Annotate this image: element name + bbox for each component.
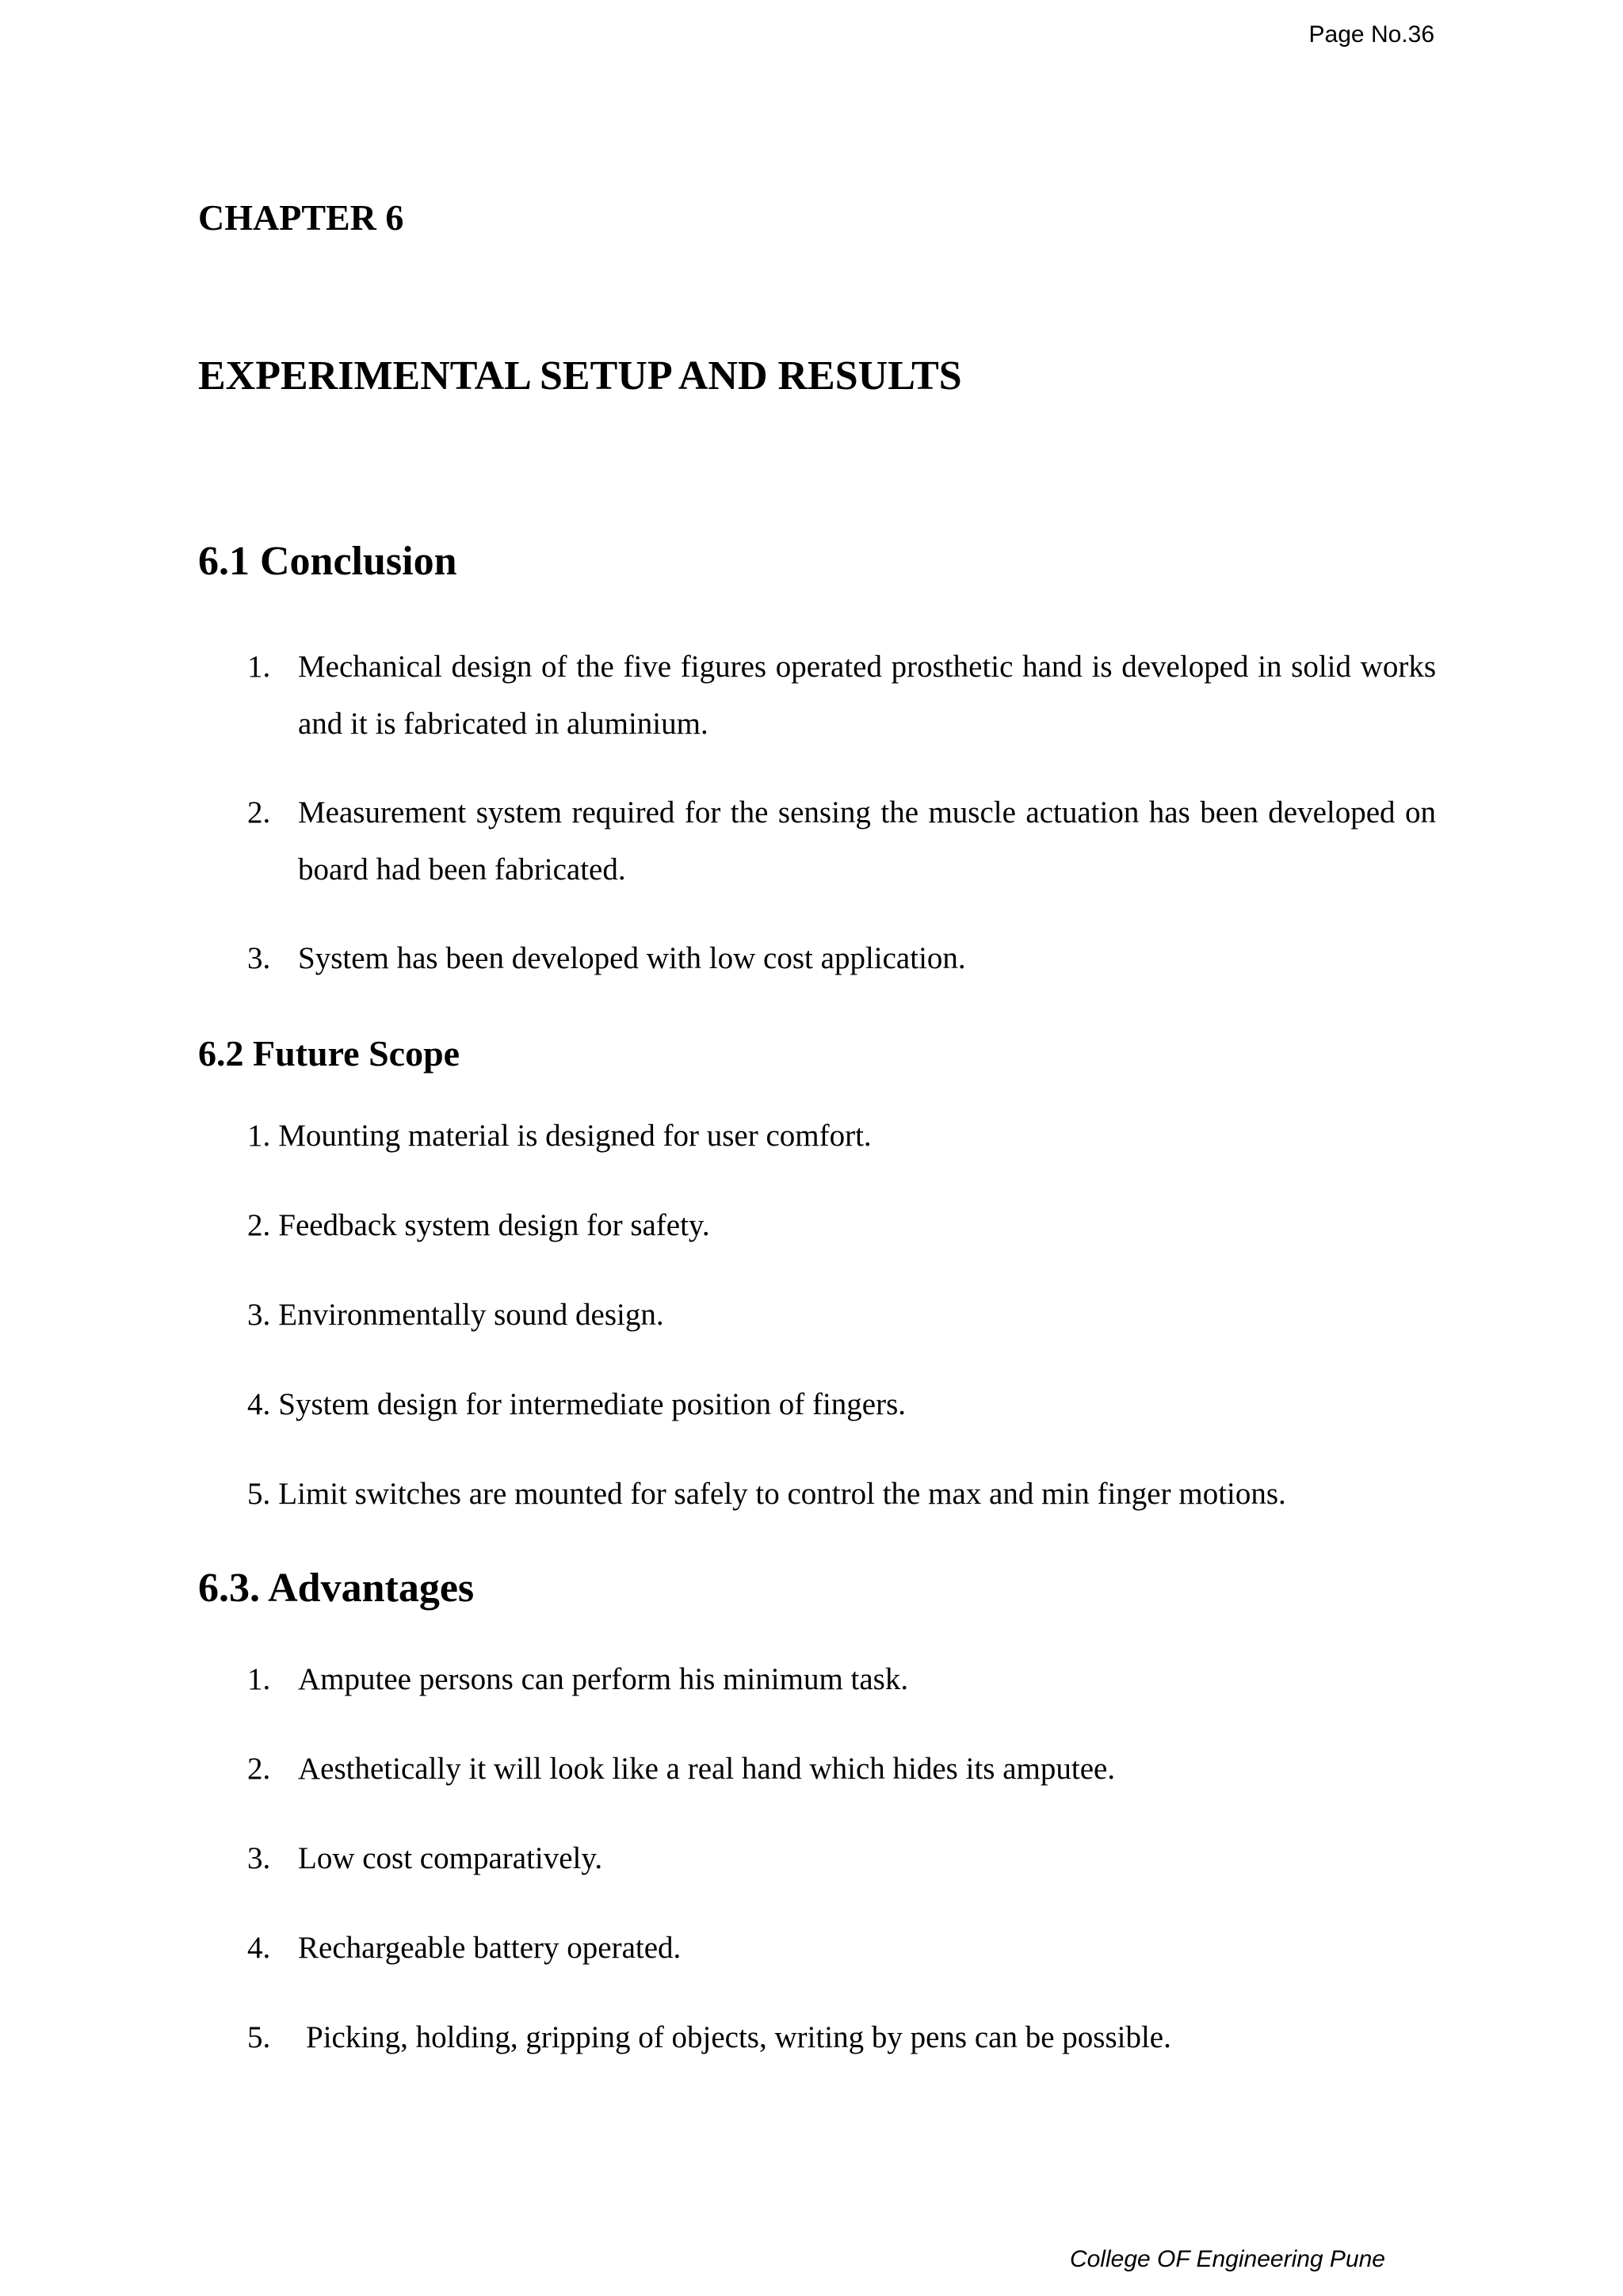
list-item-number: 5. xyxy=(247,1477,271,1511)
list-item-text: Amputee persons can perform his minimum task. xyxy=(298,1662,909,1696)
list-item xyxy=(247,1197,1436,1254)
list-item-number: 3. xyxy=(247,1298,271,1332)
list-item-number: 1. xyxy=(247,650,271,684)
list-item-text: Aesthetically it will look like a real hand which hides its amputee. xyxy=(298,1752,1116,1786)
list-item-text: Picking, holding, gripping of objects, writing by pens can be possible. xyxy=(306,2020,1171,2054)
conclusion-list xyxy=(247,639,1436,1019)
list-item-text: System has been developed with low cost application. xyxy=(298,941,966,975)
list-item-text: Feedback system design for safety. xyxy=(278,1208,710,1242)
list-item-text: Mounting material is designed for user comfort. xyxy=(278,1119,872,1153)
chapter-label: CHAPTER 6 xyxy=(198,197,404,238)
list-item xyxy=(247,1830,1436,1887)
list-item-number: 1. xyxy=(247,1119,271,1153)
list-item xyxy=(247,1920,1436,1977)
list-item xyxy=(247,1287,1436,1344)
list-item-text: Limit switches are mounted for safely to control the max and min finger motions. xyxy=(278,1477,1286,1511)
list-item-number: 3. xyxy=(247,1841,271,1875)
section-heading-advantages: 6.3. Advantages xyxy=(198,1566,475,1611)
list-item xyxy=(247,1108,1436,1165)
list-item-text: Environmentally sound design. xyxy=(278,1298,664,1332)
list-item-number: 3. xyxy=(247,941,271,975)
section-heading-conclusion: 6.1 Conclusion xyxy=(198,539,457,584)
list-item-text: Low cost comparatively. xyxy=(298,1841,603,1875)
list-item xyxy=(247,1741,1436,1798)
list-item xyxy=(247,1466,1436,1523)
chapter-title: EXPERIMENTAL SETUP AND RESULTS xyxy=(198,353,962,399)
list-item-number: 2. xyxy=(247,1208,271,1242)
list-item xyxy=(247,784,1436,898)
list-item-number: 4. xyxy=(247,1387,271,1421)
list-item-number: 4. xyxy=(247,1931,271,1965)
list-item xyxy=(247,930,1436,987)
list-item xyxy=(247,1376,1436,1433)
list-item-number: 1. xyxy=(247,1662,271,1696)
list-item-text: System design for intermediate position of fingers. xyxy=(278,1387,907,1421)
page-number: Page No.36 xyxy=(1308,21,1434,48)
list-item-number: 2. xyxy=(247,795,271,830)
future-scope-list xyxy=(247,1108,1436,1555)
list-item-text: Mechanical design of the five figures operated prosthetic hand is developed in solid works and it is fabricated in aluminium. xyxy=(298,650,1436,741)
list-item-text: Measurement system required for the sensing the muscle actuation has been developed on board had been fabricated. xyxy=(298,795,1436,887)
list-item-number: 2. xyxy=(247,1752,271,1786)
list-item xyxy=(247,639,1436,753)
list-item xyxy=(247,1651,1436,1708)
section-heading-future-scope: 6.2 Future Scope xyxy=(198,1033,460,1074)
footer-institution: College OF Engineering Pune xyxy=(1069,2246,1385,2272)
list-item-text: Rechargeable battery operated. xyxy=(298,1931,682,1965)
advantages-list xyxy=(247,1651,1436,2099)
list-item-number: 5. xyxy=(247,2020,271,2054)
list-item xyxy=(247,2009,1436,2066)
